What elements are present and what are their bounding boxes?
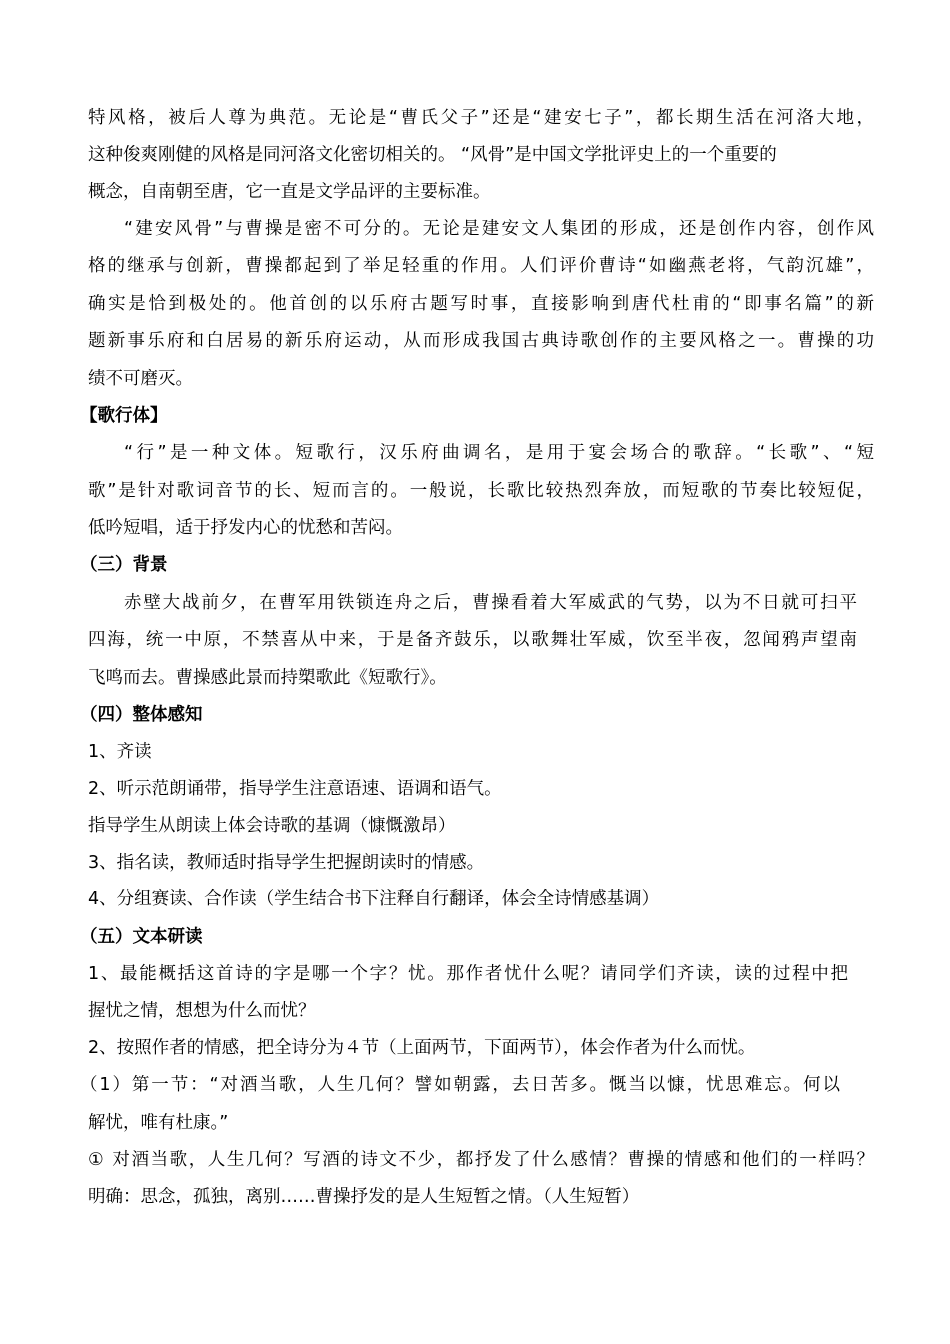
yandu-line-5: 解忧，唯有杜康。” (88, 1113, 229, 1133)
gexingti-line-3: 低吟短唱，适于抒发内心的忧愁和苦闷。 (88, 518, 403, 538)
yandu-line-7: 明确：思念，孤独，离别……曹操抒发的是人生短暂之情。（人生短暂） (88, 1187, 640, 1207)
caocao-line-1: “建安风骨”与曹操是密不可分的。无论是建安文人集团的形成，还是创作内容，创作风 (124, 219, 874, 239)
caocao-line-4: 题新事乐府和白居易的新乐府运动，从而形成我国古典诗歌创作的主要风格之一。曹操的功 (88, 331, 874, 351)
yandu-line-1: 1、最能概括这首诗的字是哪一个字？忧。那作者忧什么呢？请同学们齐读，读的过程中把 (88, 964, 848, 984)
ganzhi-note: 指导学生从朗读上体会诗歌的基调（慷慨激昂） (88, 816, 456, 836)
beijing-line-1: 赤壁大战前夕，在曹军用铁锁连舟之后，曹操看着大军威武的气势，以为不日就可扫平 (124, 593, 857, 613)
fenggu-line-3: 概念，自南朝至唐，它一直是文学品评的主要标准。 (88, 182, 491, 202)
fenggu-line-1: 特风格，被后人尊为典范。无论是“曹氏父子”还是“建安七子”，都长期生活在河洛大地， (88, 108, 874, 128)
yandu-line-2: 握忧之情，想想为什么而忧？ (88, 1001, 316, 1021)
gexingti-line-1: “行”是一种文体。短歌行，汉乐府曲调名，是用于宴会场合的歌辞。“长歌”、“短 (124, 443, 874, 463)
ganzhi-item-2: 2、听示范朗诵带，指导学生注意语速、语调和语气。 (88, 779, 502, 799)
yandu-heading: （五）文本研读 (80, 927, 203, 947)
yandu-line-3: 2、按照作者的情感，把全诗分为４节（上面两节，下面两节），体会作者为什么而忧。 (88, 1038, 756, 1058)
caocao-line-3: 确实是恰到极处的。他首创的以乐府古题写时事，直接影响到唐代杜甫的“即事名篇”的新 (88, 294, 874, 314)
beijing-line-3: 飞鸣而去。曹操感此景而持槊歌此《短歌行》。 (88, 668, 447, 688)
beijing-line-2: 四海，统一中原，不禁喜从中来，于是备齐鼓乐，以歌舞壮军威，饮至半夜，忽闻鸦声望南 (88, 630, 857, 650)
gexingti-line-2: 歌”是针对歌词音节的长、短而言的。一般说，长歌比较热烈奔放，而短歌的节奏比较短促， (88, 481, 874, 501)
ganzhi-item-3: 3、指名读，教师适时指导学生把握朗读时的情感。 (88, 853, 485, 873)
yandu-line-4: （1）第一节：“对酒当歌，人生几何？譬如朝露，去日苦多。慨当以慷，忧思难忘。何以 (80, 1075, 840, 1095)
caocao-line-5: 绩不可磨灭。 (88, 369, 193, 389)
caocao-line-2: 格的继承与创新，曹操都起到了举足轻重的作用。人们评价曹诗“如幽燕老将，气韵沉雄”， (88, 256, 874, 276)
yandu-line-6: ① 对酒当歌，人生几何？写酒的诗文不少，都抒发了什么感情？曹操的情感和他们的一样吗？ (88, 1150, 874, 1170)
gexingti-heading: 【歌行体】 (80, 406, 168, 426)
ganzhi-heading: （四）整体感知 (80, 705, 203, 725)
fenggu-line-2: 这种俊爽刚健的风格是同河洛文化密切相关的。 “风骨”是中国文学批评史上的一个重要的 (88, 145, 777, 165)
ganzhi-item-1: 1、齐读 (88, 742, 152, 762)
ganzhi-item-4: 4、分组赛读、合作读（学生结合书下注释自行翻译，体会全诗情感基调） (88, 889, 660, 909)
beijing-heading: （三）背景 (80, 555, 168, 575)
